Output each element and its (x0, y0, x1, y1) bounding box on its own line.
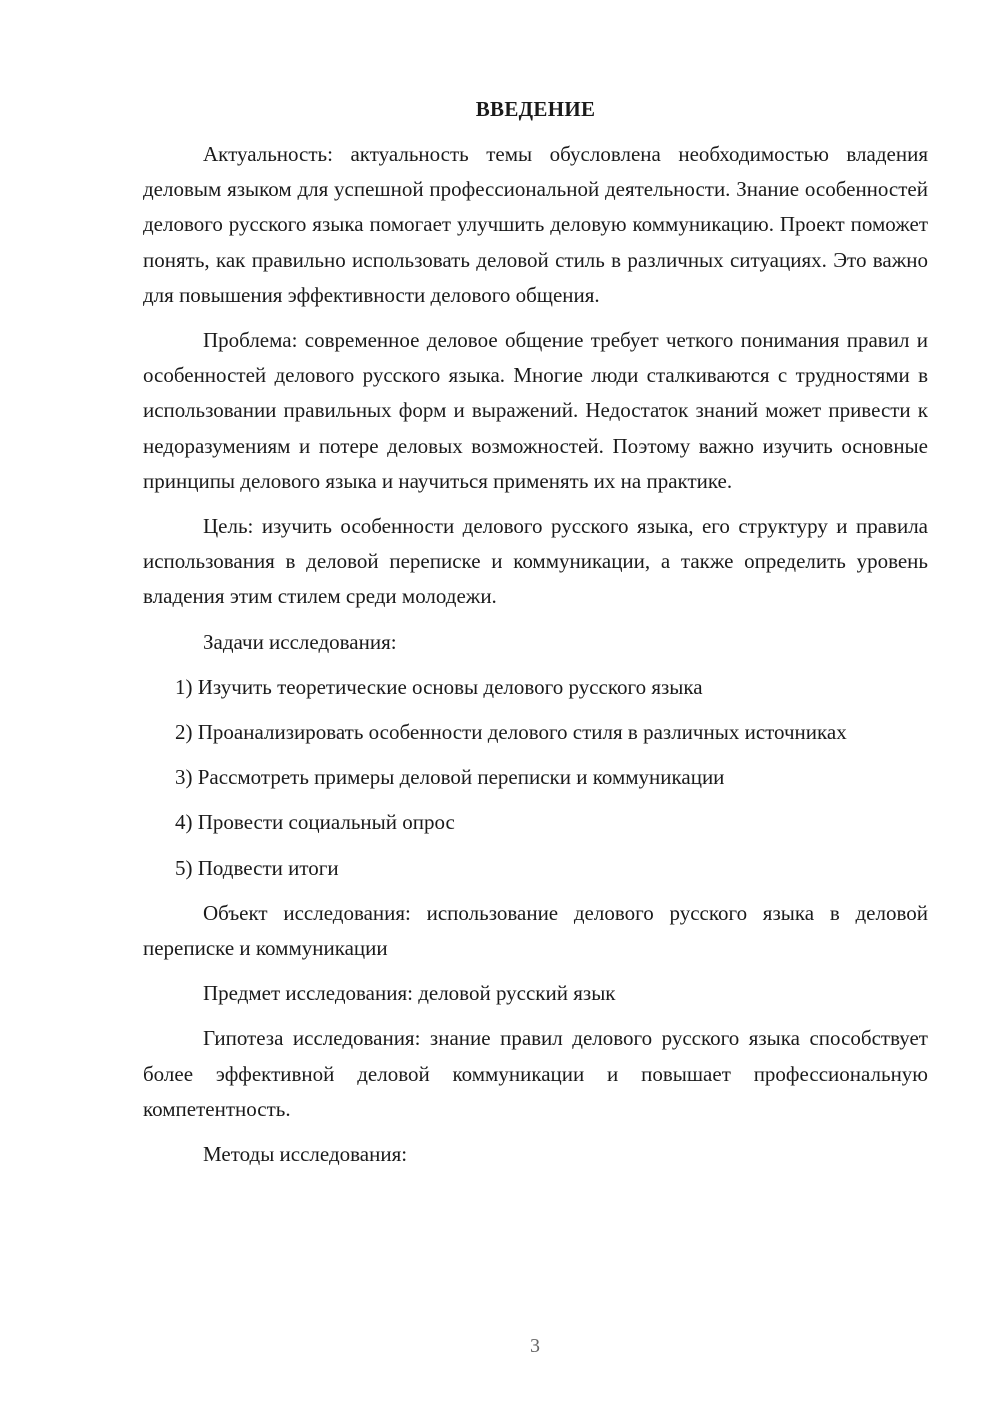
task-item-4: 4) Провести социальный опрос (175, 810, 455, 835)
paragraph-actuality: Актуальность: актуальность темы обусловлена необходимостью владения деловым языком для успешной профессиональной деятельности. Знание особенностей делового русского языка помогает улучшить деловую коммуникацию. Проект поможет понять, как правильно использовать деловой стиль в различных ситуациях. Это важно для повышения эффективности делового общения. (143, 142, 928, 307)
paragraph-subject: Предмет исследования: деловой русский язык (203, 981, 616, 1006)
task-item-1: 1) Изучить теоретические основы делового русского языка (175, 674, 703, 699)
paragraph-hypothesis: Гипотеза исследования: знание правил делового русского языка способствует более эффективной деловой коммуникации и повышает профессиональную компетентность. (143, 1026, 928, 1121)
paragraph-problem: Проблема: современное деловое общение требует четкого понимания правил и особенностей делового русского языка. Многие люди сталкиваются с трудностями в использовании правильных форм и выражений. Недостаток знаний может привести к недоразумениям и потере деловых возможностей. Поэтому важно изучить основные принципы делового языка и научиться применять их на практике. (143, 328, 928, 493)
document-title: ВВЕДЕНИЕ (475, 97, 596, 121)
paragraph-object: Объект исследования: использование делового русского языка в деловой переписке и коммуникации (143, 900, 928, 961)
tasks-heading: Задачи исследования: (203, 629, 397, 654)
page-number: 3 (530, 1335, 540, 1357)
task-item-2: 2) Проанализировать особенности делового стиля в различных источниках (175, 720, 847, 745)
document-page (143, 92, 928, 1182)
task-item-5: 5) Подвести итоги (175, 855, 339, 880)
paragraph-goal: Цель: изучить особенности делового русского языка, его структуру и правила использования в деловой переписке и коммуникации, а также определить уровень владения этим стилем среди молодежи. (143, 514, 928, 609)
task-item-3: 3) Рассмотреть примеры деловой переписки и коммуникации (175, 765, 725, 790)
methods-heading: Методы исследования: (203, 1142, 408, 1167)
